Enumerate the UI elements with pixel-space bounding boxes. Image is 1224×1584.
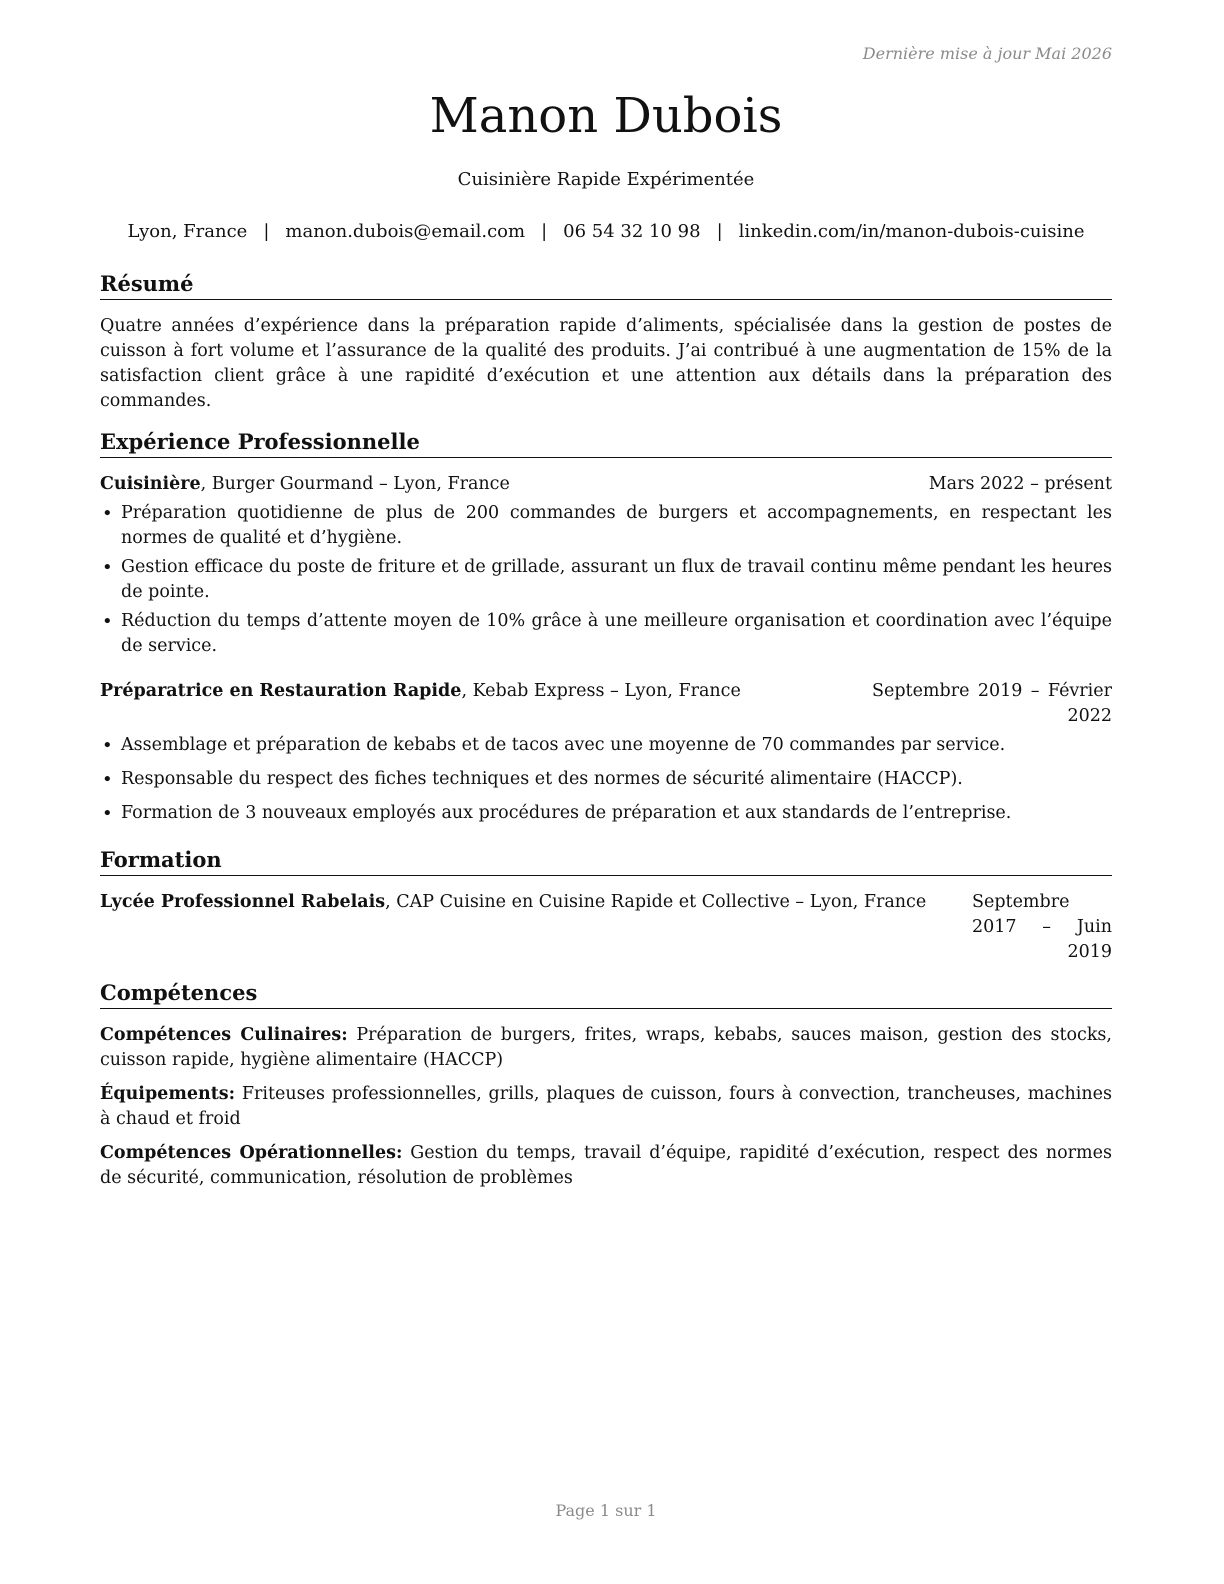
education-school: Lycée Professionnel Rabelais [100,892,386,912]
contact-linkedin[interactable]: linkedin.com/in/manon-dubois-cuisine [738,221,1085,242]
candidate-name: Manon Dubois [429,88,783,144]
skill-text: Préparation de burgers, frites, wraps, kebabs, sauces maison, gestion des stocks, cuisson rapide, hygiène alimentaire (HACCP) [100,1025,1112,1070]
job-entry [100,679,1112,826]
skill-item [100,1023,1112,1073]
skill-text: Gestion du temps, travail d’équipe, rapidité d’exécution, respect des normes de sécurité, communication, résolution de problèmes [100,1143,1112,1188]
contact-separator: | [263,221,270,242]
skill-label: Compétences Opérationnelles: [100,1143,403,1163]
skill-text: Friteuses professionnelles, grills, plaques de cuisson, fours à convection, trancheuses, machines à chaud et froid [100,1084,1112,1129]
summary-text: Quatre années d’expérience dans la préparation rapide d’aliments, spécialisée dans la gestion de postes de cuisson à fort volume et l’assurance de la qualité des produits. J’ai contribué à une augmentation de 15% de la satisfaction client grâce à une rapidité d’exécution et une attention aux détails dans la préparation des commandes. [100,316,1112,411]
experience-section [100,428,1112,826]
education-entry [100,890,1112,965]
contact-separator: | [541,221,548,242]
resume-content [100,270,1112,1205]
section-heading: Formation [100,846,1112,876]
skill-label: Compétences Culinaires: [100,1025,348,1045]
job-header [100,472,1112,497]
list-item: • Assemblage et préparation de kebabs et de tacos avec une moyenne de 70 commandes par service. [100,733,1112,758]
section-heading: Compétences [100,979,1112,1009]
contact-line [100,220,1112,244]
list-item: • Responsable du respect des fiches techniques et des normes de sécurité alimentaire (HACCP). [100,767,1112,792]
job-dates: Septembre 2019 – Février 2022 [872,681,1112,726]
list-item: • Formation de 3 nouveaux employés aux procédures de préparation et aux standards de l’entreprise. [100,801,1112,826]
skill-item [100,1141,1112,1191]
job-role: Préparatrice en Restauration Rapide [100,681,462,701]
skill-item [100,1082,1112,1132]
contact-separator: | [716,221,723,242]
skill-label: Équipements: [100,1084,236,1104]
candidate-title: Cuisinière Rapide Expérimentée [457,169,755,190]
education-detail: , CAP Cuisine en Cuisine Rapide et Collective – Lyon, France [385,892,927,912]
section-heading: Expérience Professionnelle [100,428,1112,458]
list-item: • Gestion efficace du poste de friture et de grillade, assurant un flux de travail continu même pendant les heures de pointe. [100,555,1112,605]
page-number: Page 1 sur 1 [555,1501,657,1520]
job-bullets [100,733,1112,826]
contact-phone: 06 54 32 10 98 [563,221,701,242]
job-header [100,679,1112,729]
job-entry [100,472,1112,659]
list-item: • Réduction du temps d’attente moyen de 10% grâce à une meilleure organisation et coordination avec l’équipe de service. [100,609,1112,659]
resume-page [100,0,1112,1584]
skills-section [100,979,1112,1191]
job-dates: Mars 2022 – présent [928,474,1112,494]
job-employer: , Burger Gourmand – Lyon, France [200,474,510,494]
job-role: Cuisinière [100,474,201,494]
section-heading: Résumé [100,270,1112,300]
job-bullets [100,501,1112,659]
summary-section [100,270,1112,414]
job-employer: , Kebab Express – Lyon, France [461,681,741,701]
contact-location: Lyon, France [127,221,248,242]
education-section [100,846,1112,965]
contact-email[interactable]: manon.dubois@email.com [285,221,526,242]
list-item: • Préparation quotidienne de plus de 200 commandes de burgers et accompagnements, en respectant les normes de qualité et d’hygiène. [100,501,1112,551]
education-dates: Septembre 2017 – Juin 2019 [972,892,1112,962]
last-updated: Dernière mise à jour Mai 2026 [862,44,1112,63]
